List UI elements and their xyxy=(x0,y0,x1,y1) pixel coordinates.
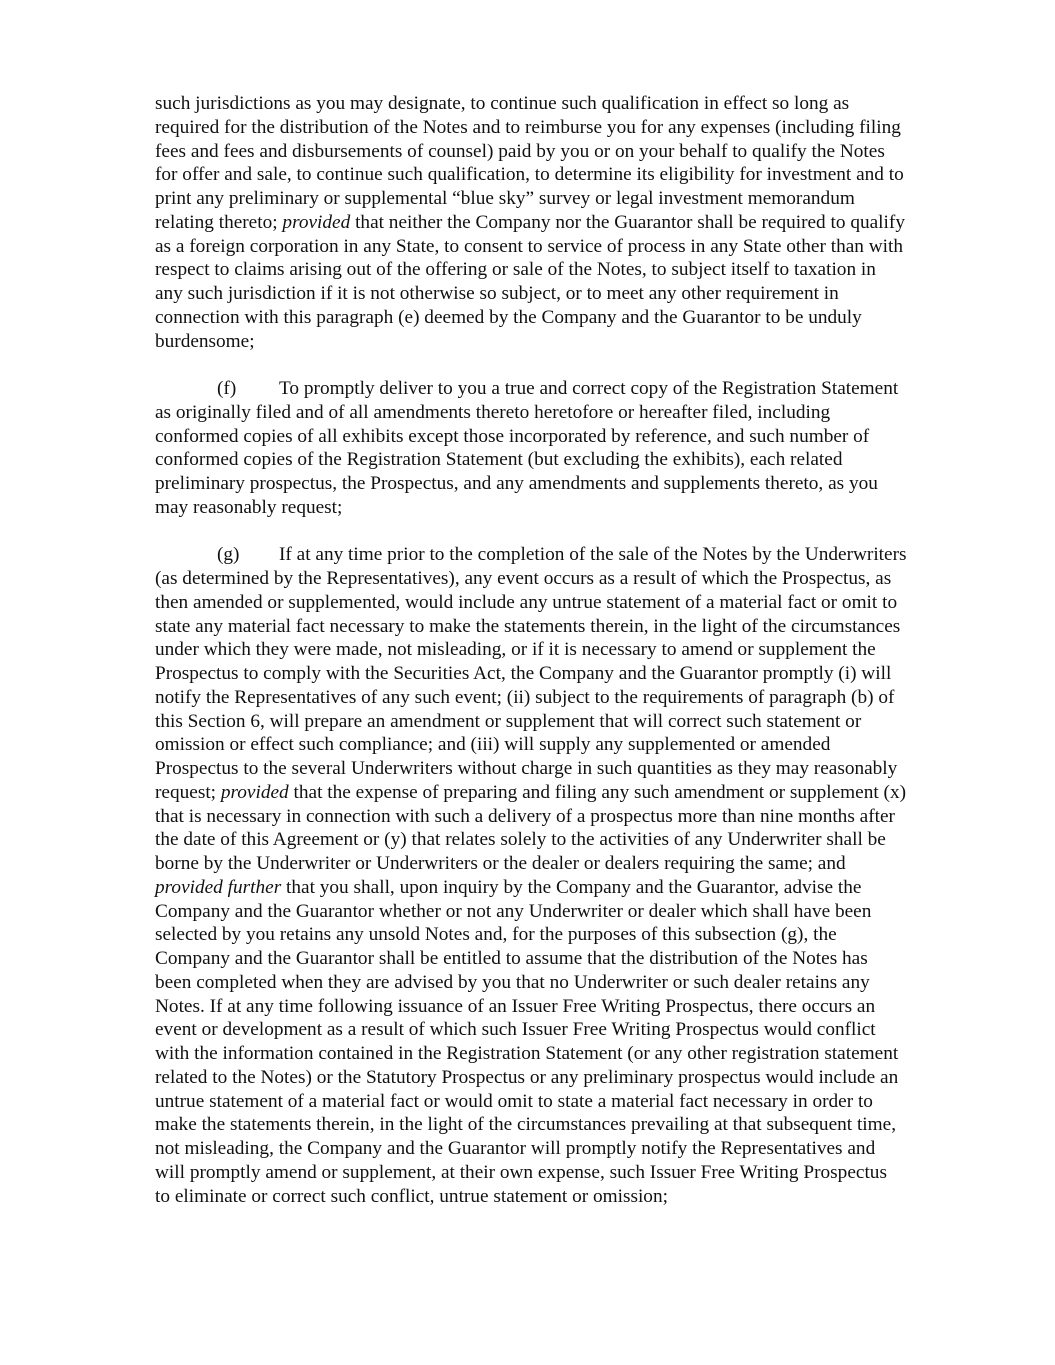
text-line xyxy=(155,1161,985,1185)
text-run: under which they were made, not misleading, or if it is necessary to amend or supplement the xyxy=(155,639,876,661)
text-line xyxy=(155,140,985,164)
text-line xyxy=(155,496,985,520)
text-line xyxy=(155,947,985,971)
text-run: preliminary prospectus, the Prospectus, and any amendments and supplements thereto, as you xyxy=(155,473,878,494)
text-run: event or development as a result of which such Issuer Free Writing Prospectus would conflict xyxy=(155,1019,876,1041)
text-line xyxy=(155,828,985,852)
text-line xyxy=(155,187,985,211)
text-run: connection with this paragraph (e) deemed by the Company and the Guarantor to be unduly xyxy=(155,306,862,328)
text-run: untrue statement of a material fact or would omit to state a material fact necessary in order to xyxy=(155,1090,873,1112)
text-line xyxy=(155,1137,985,1161)
text-run: as a foreign corporation in any State, to consent to service of process in any State other than with xyxy=(155,235,904,257)
text-run: fees and fees and disbursements of counsel) paid by you or on your behalf to qualify the Notes xyxy=(155,140,885,162)
text-line xyxy=(155,330,985,354)
text-run: To promptly deliver to you a true and correct copy of the Registration Statement xyxy=(279,378,899,399)
text-run: required for the distribution of the Notes and to reimburse you for any expenses (including filing xyxy=(155,116,901,138)
text-run: been completed when they are advised by you that no Underwriter or such dealer retains any xyxy=(155,971,870,993)
text-run: as originally filed and of all amendments thereto heretofore or hereafter filed, including xyxy=(155,401,831,423)
text-line xyxy=(155,995,985,1019)
text-run: notify the Representatives of any such event; (ii) subject to the requirements of paragraph (b) of xyxy=(155,686,895,708)
text-line xyxy=(155,781,985,805)
text-line xyxy=(155,448,985,472)
text-run: burdensome; xyxy=(155,330,255,352)
text-line xyxy=(155,852,985,876)
text-run: the date of this Agreement or (y) that relates solely to the activities of any Underwriter shall be xyxy=(155,829,886,851)
text-run: respect to claims arising out of the offering or sale of the Notes, to subject itself to taxation in xyxy=(155,259,876,281)
text-line xyxy=(155,686,985,710)
text-run: that neither the Company nor the Guarantor shall be required to qualify xyxy=(350,211,905,233)
text-line xyxy=(155,1185,985,1209)
text-line xyxy=(155,567,985,591)
text-run: will promptly amend or supplement, at their own expense, such Issuer Free Writing Prospectus xyxy=(155,1161,887,1183)
text-line xyxy=(155,1018,985,1042)
text-line xyxy=(155,876,985,900)
text-line xyxy=(155,923,985,947)
text-run: may reasonably request; xyxy=(155,496,343,518)
document-body xyxy=(155,92,985,1208)
paragraph-label: (f) xyxy=(217,378,237,399)
text-line xyxy=(155,401,985,425)
text-run: relating thereto; xyxy=(155,211,283,233)
text-line xyxy=(155,306,985,330)
text-run: Company and the Guarantor shall be entitled to assume that the distribution of the Notes has xyxy=(155,948,868,969)
text-line xyxy=(155,615,985,639)
italic-term: provided xyxy=(220,781,289,803)
text-run: state any material fact necessary to make the statements therein, in the light of the circumstances xyxy=(155,615,901,637)
text-line xyxy=(155,733,985,757)
text-run: borne by the Underwriter or Underwriters or the dealer or dealers requiring the same; and xyxy=(155,853,846,874)
text-run: for offer and sale, to continue such qualification, to determine its eligibility for investment and to xyxy=(155,164,904,186)
text-run: related to the Notes) or the Statutory Prospectus or any preliminary prospectus would include an xyxy=(155,1066,899,1088)
text-run: Prospectus to the several Underwriters without charge in such quantities as they may reasonably xyxy=(155,758,898,779)
text-line xyxy=(155,638,985,662)
text-line xyxy=(155,591,985,615)
text-line xyxy=(155,92,985,116)
italic-term: provided xyxy=(282,211,351,233)
text-line xyxy=(155,163,985,187)
text-run: Prospectus to comply with the Securities Act, the Company and the Guarantor promptly (i) will xyxy=(155,663,892,684)
text-run: this Section 6, will prepare an amendment or supplement that will correct such statement or xyxy=(155,710,862,732)
text-line xyxy=(155,258,985,282)
text-run: that is necessary in connection with such a delivery of a prospectus more than nine months after xyxy=(155,805,895,827)
text-line xyxy=(155,1042,985,1066)
paragraph-para-g xyxy=(155,543,985,1208)
text-line xyxy=(155,805,985,829)
text-run: then amended or supplemented, would include any untrue statement of a material fact or omit to xyxy=(155,591,898,613)
paragraph-para-f xyxy=(155,377,985,520)
text-run: that you shall, upon inquiry by the Company and the Guarantor, advise the xyxy=(281,876,862,898)
text-line xyxy=(155,235,985,259)
text-run: Notes. If at any time following issuance of an Issuer Free Writing Prospectus, there occurs an xyxy=(155,995,876,1017)
text-run: that the expense of preparing and filing any such amendment or supplement (x) xyxy=(288,781,907,803)
text-line xyxy=(155,971,985,995)
text-run: conformed copies of the Registration Statement (but excluding the exhibits), each related xyxy=(155,449,843,471)
text-line xyxy=(155,543,985,567)
text-run: selected by you retains any unsold Notes and, for the purposes of this subsection (g), the xyxy=(155,924,837,946)
paragraph-para-e-continued xyxy=(155,92,985,353)
text-run: Company and the Guarantor whether or not any Underwriter or dealer which shall have been xyxy=(155,900,872,922)
text-line xyxy=(155,1113,985,1137)
text-run: any such jurisdiction if it is not otherwise so subject, or to meet any other requirement in xyxy=(155,283,839,304)
text-run: make the statements therein, in the light of the circumstances prevailing at that subsequent time, xyxy=(155,1114,897,1136)
text-run: print any preliminary or supplemental “blue sky” survey or legal investment memorandum xyxy=(155,188,855,209)
text-run: conformed copies of all exhibits except those incorporated by reference, and such number of xyxy=(155,425,870,447)
italic-term: provided further xyxy=(155,876,282,898)
text-line xyxy=(155,282,985,306)
text-run: If at any time prior to the completion of the sale of the Notes by the Underwriters xyxy=(279,544,907,566)
text-run: (as determined by the Representatives), any event occurs as a result of which the Prospectus, as xyxy=(155,568,892,589)
text-run: such jurisdictions as you may designate, to continue such qualification in effect so long as xyxy=(155,93,850,114)
text-run: to eliminate or correct such conflict, untrue statement or omission; xyxy=(155,1185,668,1207)
text-line xyxy=(155,377,985,401)
text-line xyxy=(155,472,985,496)
text-line xyxy=(155,425,985,449)
text-line xyxy=(155,1090,985,1114)
text-run: omission or effect such compliance; and (iii) will supply any supplemented or amended xyxy=(155,734,831,756)
text-line xyxy=(155,900,985,924)
text-line xyxy=(155,211,985,235)
text-line xyxy=(155,757,985,781)
text-line xyxy=(155,116,985,140)
text-run: with the information contained in the Registration Statement (or any other registration statement xyxy=(155,1043,899,1064)
text-line xyxy=(155,1066,985,1090)
text-run: not misleading, the Company and the Guarantor will promptly notify the Representatives and xyxy=(155,1138,876,1159)
text-run: request; xyxy=(155,781,221,803)
text-line xyxy=(155,662,985,686)
paragraph-label: (g) xyxy=(217,544,240,566)
text-line xyxy=(155,710,985,734)
